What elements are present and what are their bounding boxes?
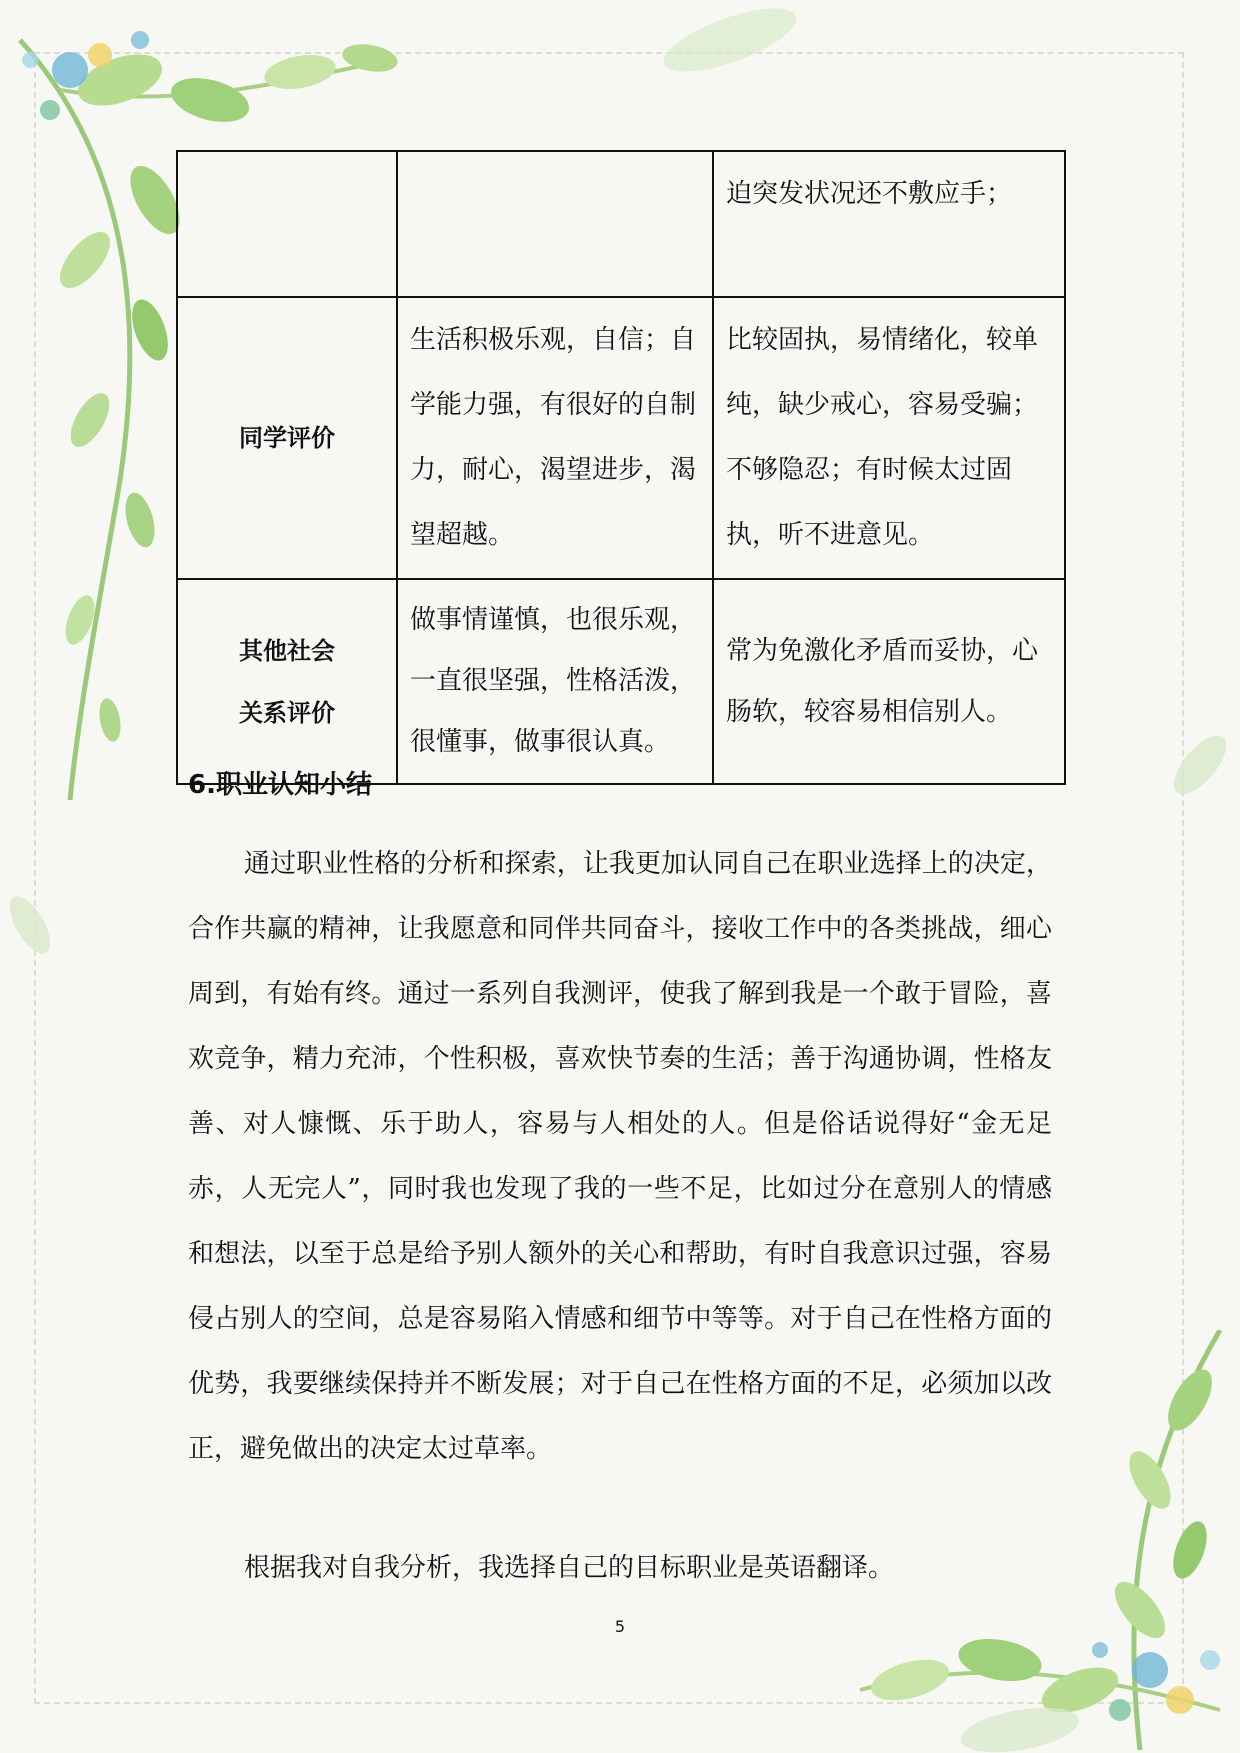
table-row bbox=[177, 579, 1065, 784]
strengths-cell bbox=[397, 151, 713, 297]
page-number: 5 bbox=[614, 1617, 626, 1636]
row-label: 其他社会关系评价 bbox=[177, 579, 397, 784]
strengths-cell: 做事情谨慎，也很乐观，一直很坚强，性格活泼，很懂事，做事很认真。 bbox=[397, 579, 713, 784]
strengths-cell: 生活积极乐观，自信；自学能力强，有很好的自制力，耐心，渴望进步，渴望超越。 bbox=[397, 297, 713, 579]
weaknesses-cell: 常为免激化矛盾而妥协，心肠软，较容易相信别人。 bbox=[713, 579, 1065, 784]
row-label: 同学评价 bbox=[177, 297, 397, 579]
table-row bbox=[177, 151, 1065, 297]
conclusion-paragraph: 根据我对自我分析，我选择自己的目标职业是英语翻译。 bbox=[244, 1553, 895, 1583]
evaluation-table bbox=[176, 150, 1066, 785]
weaknesses-cell: 迫突发状况还不敷应手； bbox=[713, 151, 1065, 297]
section-heading: 6.职业认知小结 bbox=[188, 770, 372, 800]
table-row bbox=[177, 297, 1065, 579]
row-label bbox=[177, 151, 397, 297]
summary-paragraph: 通过职业性格的分析和探索，让我更加认同自己在职业选择上的决定，合作共赢的精神，让我愿意和同伴共同奋斗，接收工作中的各类挑战，细心周到，有始有终。通过一系列自我测评，使我了解到我是一个敢于冒险，喜欢竞争，精力充沛，个性积极，喜欢快节奏的生活；善于沟通协调，性格友善、对人慷慨、乐于助人，容易与人相处的人。但是俗话说得好“金无足赤，人无完人”，同时我也发现了我的一些不足，比如过分在意别人的情感和想法，以至于总是给予别人额外的关心和帮助，有时自我意识过强，容易侵占别人的空间，总是容易陷入情感和细节中等等。对于自己在性格方面的优势，我要继续保持并不断发展；对于自己在性格方面的不足，必须加以改正，避免做出的决定太过草率。 bbox=[188, 849, 1052, 1464]
weaknesses-cell: 比较固执，易情绪化，较单纯，缺少戒心，容易受骗；不够隐忍；有时候太过固执，听不进意见。 bbox=[713, 297, 1065, 579]
